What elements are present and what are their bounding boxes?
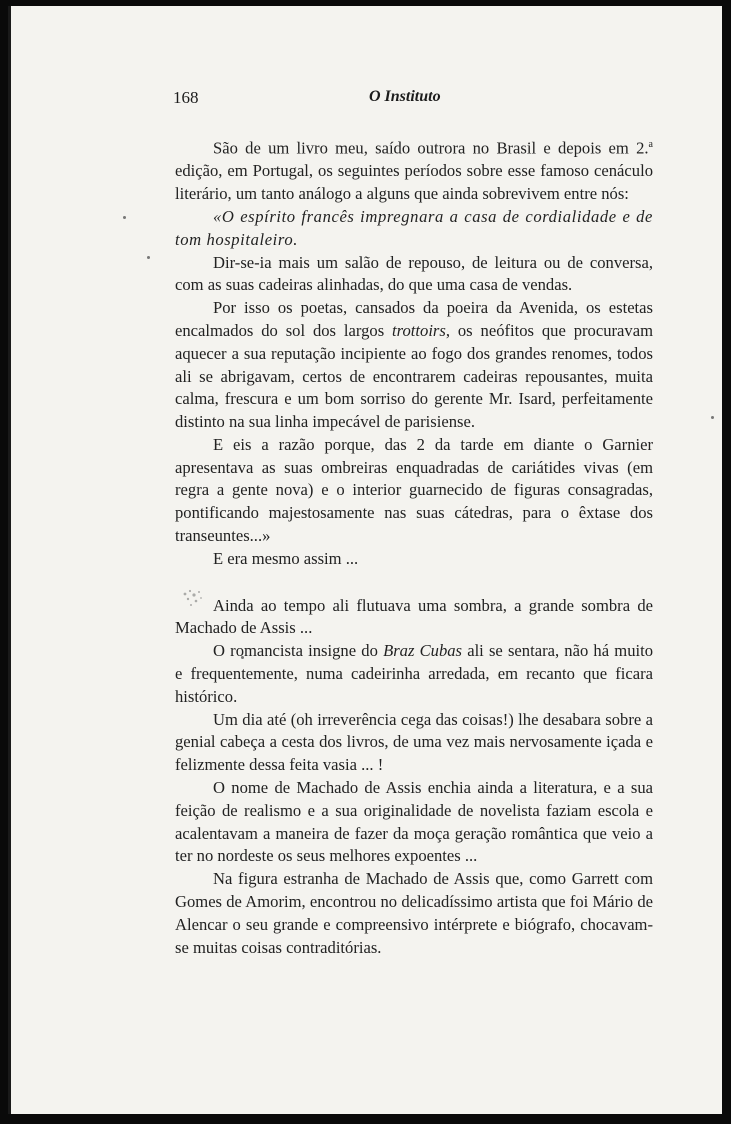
body-text: [175, 134, 653, 959]
paragraph: São de um livro meu, saído outrora no Brasil e depois em 2.$^a$ edição, em Portugal, os seguintes períodos sobre esse famoso cenáculo literário, um tanto análogo a alguns que ainda sobrevivem entre nós:: [175, 138, 653, 204]
quotation-paragraph: «O espírito francês impregnara a casa de cordialidade e de tom hospitaleiro.: [175, 206, 653, 249]
paper-speck: [711, 416, 714, 419]
page-header: [173, 88, 653, 110]
paragraph: Dir-se-ia mais um salão de repouso, de leitura ou de conversa, com as suas cadeiras alinhadas, do que uma casa de vendas.: [175, 252, 653, 295]
paper-speck: [123, 216, 126, 219]
paragraph: Por isso os poetas, cansados da poeira da Avenida, os estetas encalmados do sol dos largos trottoirs, os neófitos que procuravam aquecer a sua reputação incipiente ao fogo dos grandes renomes, todos ali se abrigavam, certos de encontrarem cadeiras repousantes, muita calma, frescura e um bom sorriso do gerente Mr. Isard, perfeitamente distinto na sua linha impecável de parisiense.: [175, 298, 653, 432]
paragraph: E era mesmo assim ...: [213, 548, 359, 568]
paragraph: Ainda ao tempo ali flutuava uma sombra, a grande sombra de Machado de Assis ...: [175, 595, 653, 638]
paragraph: O romancista insigne do Braz Cubas ali se sentara, não há muito e frequentemente, numa cadeirinha arredada, em recanto que ficara histórico.: [175, 641, 654, 706]
paragraph: E eis a razão porque, das 2 da tarde em diante o Garnier apresentava as suas ombreiras enquadradas de cariátides vivas (em regra a gente nova) e o interior guarnecido de figuras consagradas, pontificando majestosamente nas suas cátedras, para o êxtase dos transeuntes...»: [175, 434, 653, 546]
paragraph: Um dia até (oh irreverência cega das coisas!) lhe desabara sobre a genial cabeça a cesta dos livros, de uma vez mais nervosamente içada e felizmente dessa feita vasia ... !: [175, 709, 653, 775]
book-page: [8, 6, 722, 1114]
paragraph: O nome de Machado de Assis enchia ainda a literatura, e a sua feição de realismo e a sua originalidade de novelista faziam escola e acalentavam a maneira de fazer da moça geração romântica que veio a ter no nordeste os seus melhores expoentes ...: [175, 778, 653, 866]
page-number: 168: [173, 88, 199, 107]
running-title: O Instituto: [369, 88, 441, 105]
paper-speck: [147, 256, 150, 259]
paragraph: Na figura estranha de Machado de Assis que, como Garrett com Gomes de Amorim, encontrou no delicadíssimo artista que foi Mário de Alencar o seu grande e compreensivo intérprete e biógrafo, chocavam-se muitas coisas contraditórias.: [175, 869, 653, 957]
